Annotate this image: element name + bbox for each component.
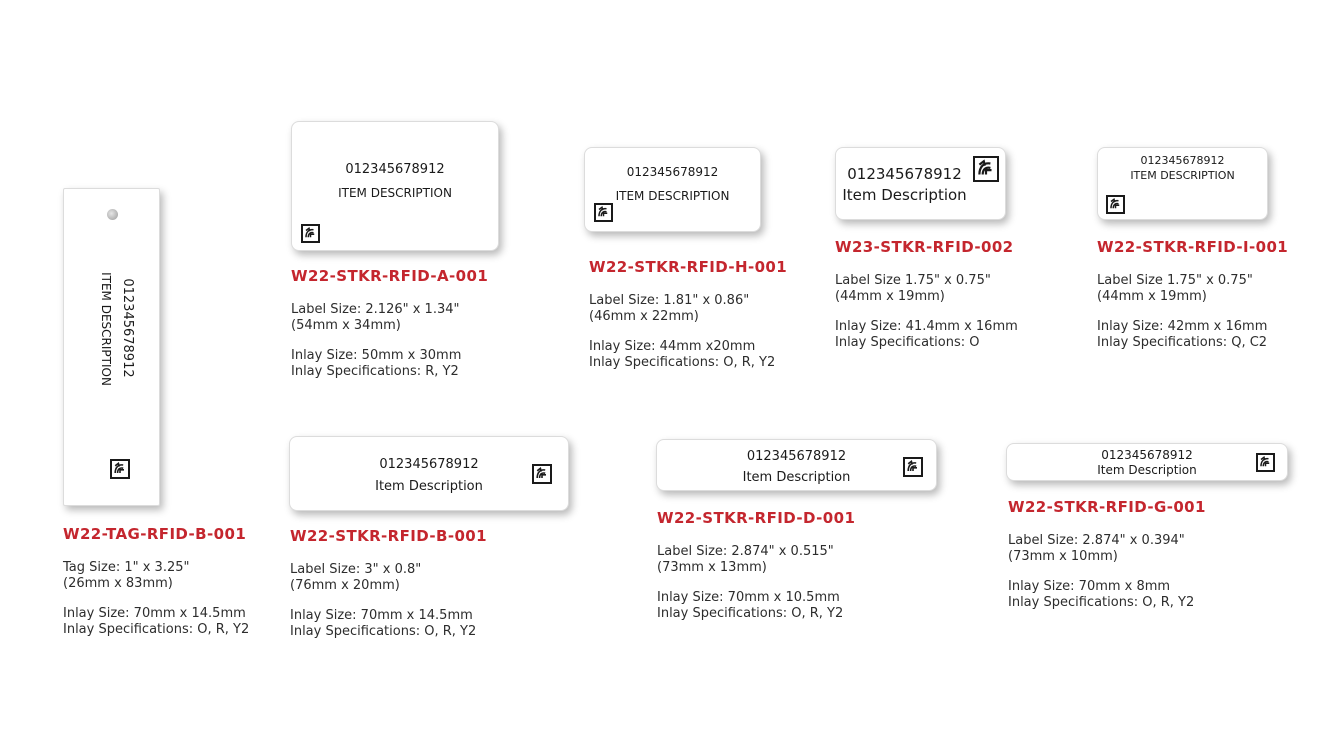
sample-number: 012345678912 <box>1140 154 1225 167</box>
size-metric-line: (26mm x 83mm) <box>63 576 173 591</box>
inlay-spec-line: Inlay Specifications: R, Y2 <box>291 364 459 379</box>
product-code: W22-STKR-RFID-B-001 <box>290 527 487 545</box>
inlay-size-line: Inlay Size: 41.4mm x 16mm <box>835 319 1018 334</box>
stkr-002-sample <box>835 147 1006 220</box>
product-code: W22-TAG-RFID-B-001 <box>63 525 247 543</box>
inlay-spec-line: Inlay Specifications: O <box>835 335 980 350</box>
product-specs <box>63 560 249 638</box>
size-metric-line: (76mm x 20mm) <box>290 578 400 593</box>
inlay-spec-line: Inlay Specifications: O, R, Y2 <box>290 624 477 639</box>
inlay-size-line: Inlay Size: 70mm x 8mm <box>1008 579 1171 594</box>
size-line: Tag Size: 1" x 3.25" <box>63 560 190 575</box>
sample-description: Item Description <box>375 479 483 494</box>
sample-number: 012345678912 <box>120 278 135 378</box>
size-line: Label Size: 2.874" x 0.515" <box>657 544 834 559</box>
size-line: Label Size: 2.126" x 1.34" <box>291 302 460 317</box>
brand-logo-icon <box>301 224 320 243</box>
brand-logo-icon <box>532 464 552 484</box>
product-specs <box>657 544 843 622</box>
brand-logo-icon <box>594 203 613 222</box>
sample-number: 012345678912 <box>345 162 445 177</box>
size-metric-line: (73mm x 10mm) <box>1008 549 1118 564</box>
product-code: W22-STKR-RFID-A-001 <box>291 267 489 285</box>
stkr-h-sample <box>584 147 761 232</box>
inlay-size-line: Inlay Size: 50mm x 30mm <box>291 348 462 363</box>
size-metric-line: (73mm x 13mm) <box>657 560 767 575</box>
sample-number: 012345678912 <box>1101 448 1193 462</box>
product-specs <box>290 562 476 640</box>
tag-b-sample <box>63 188 160 506</box>
size-line: Label Size 1.75" x 0.75" <box>835 273 991 288</box>
inlay-spec-line: Inlay Specifications: O, R, Y2 <box>589 355 776 370</box>
sample-number: 012345678912 <box>626 165 719 179</box>
hang-hole-icon <box>107 209 118 220</box>
product-specs <box>1008 533 1194 611</box>
sample-number: 012345678912 <box>379 457 479 472</box>
inlay-size-line: Inlay Size: 42mm x 16mm <box>1097 319 1268 334</box>
sample-description: ITEM DESCRIPTION <box>338 186 452 200</box>
sample-description: Item Description <box>842 186 967 204</box>
stkr-g-sample <box>1006 443 1288 481</box>
size-metric-line: (46mm x 22mm) <box>589 309 699 324</box>
sample-number: 012345678912 <box>746 449 847 464</box>
inlay-spec-line: Inlay Specifications: Q, C2 <box>1097 335 1268 350</box>
product-specs <box>835 273 1018 351</box>
inlay-size-line: Inlay Size: 70mm x 10.5mm <box>657 590 840 605</box>
size-line: Label Size 1.75" x 0.75" <box>1097 273 1253 288</box>
inlay-spec-line: Inlay Specifications: O, R, Y2 <box>63 622 250 637</box>
sample-description: ITEM DESCRIPTION <box>99 272 113 386</box>
size-metric-line: (54mm x 34mm) <box>291 318 401 333</box>
product-code: W22-STKR-RFID-G-001 <box>1008 498 1206 516</box>
brand-logo-icon <box>110 459 130 479</box>
sample-description: Item Description <box>742 470 851 485</box>
brand-logo-icon <box>1106 195 1125 214</box>
sample-description: ITEM DESCRIPTION <box>615 189 730 203</box>
product-code: W22-STKR-RFID-H-001 <box>589 258 788 276</box>
inlay-size-line: Inlay Size: 70mm x 14.5mm <box>290 608 473 623</box>
product-specs <box>291 302 461 380</box>
brand-logo-icon <box>903 457 923 477</box>
sample-number: 012345678912 <box>847 165 962 183</box>
stkr-b-sample <box>289 436 569 511</box>
inlay-spec-line: Inlay Specifications: O, R, Y2 <box>1008 595 1195 610</box>
stkr-a-sample <box>291 121 499 251</box>
sample-description: ITEM DESCRIPTION <box>1130 169 1235 182</box>
product-code: W23-STKR-RFID-002 <box>835 238 1014 256</box>
inlay-size-line: Inlay Size: 44mm x20mm <box>589 339 756 354</box>
stkr-i-sample <box>1097 147 1268 220</box>
size-line: Label Size: 3" x 0.8" <box>290 562 422 577</box>
product-specs <box>589 293 775 371</box>
sample-description: Item Description <box>1097 463 1197 477</box>
product-code: W22-STKR-RFID-I-001 <box>1097 238 1289 256</box>
product-specs <box>1097 273 1267 351</box>
size-metric-line: (44mm x 19mm) <box>1097 289 1207 304</box>
brand-logo-icon <box>973 156 999 182</box>
inlay-size-line: Inlay Size: 70mm x 14.5mm <box>63 606 246 621</box>
brand-logo-icon <box>1256 453 1275 472</box>
stkr-d-sample <box>656 439 937 491</box>
size-line: Label Size: 1.81" x 0.86" <box>589 293 750 308</box>
inlay-spec-line: Inlay Specifications: O, R, Y2 <box>657 606 844 621</box>
size-line: Label Size: 2.874" x 0.394" <box>1008 533 1185 548</box>
product-code: W22-STKR-RFID-D-001 <box>657 509 856 527</box>
size-metric-line: (44mm x 19mm) <box>835 289 945 304</box>
